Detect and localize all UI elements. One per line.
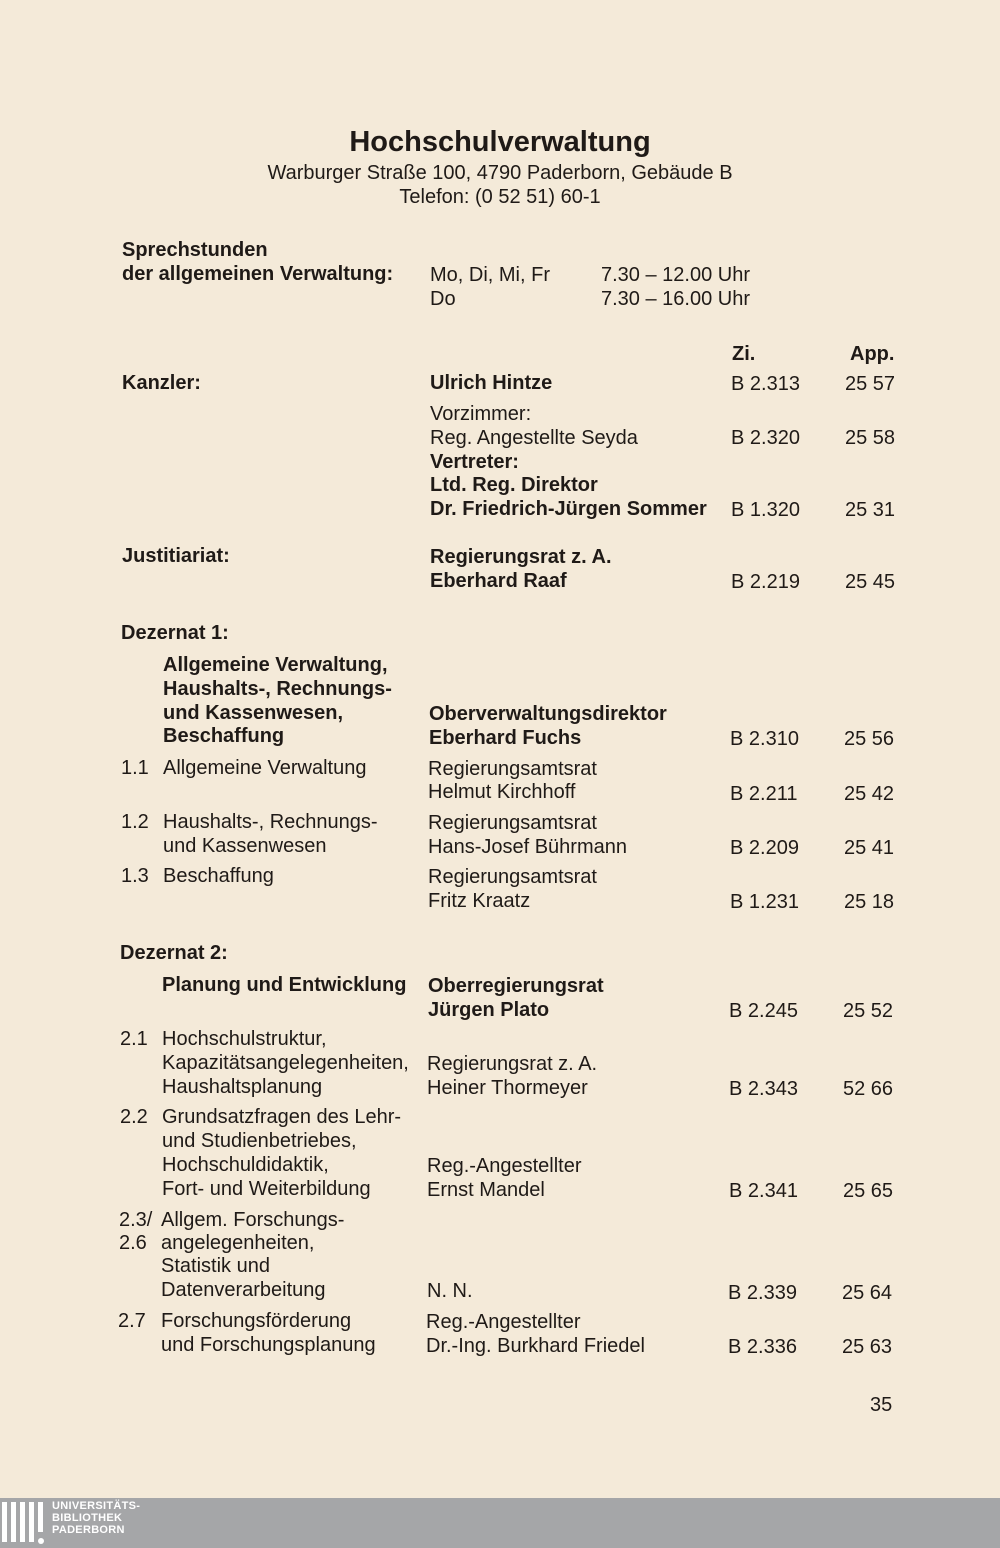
s22-desc-1: Grundsatzfragen des Lehr- xyxy=(162,1106,402,1128)
s12-ext: 25 41 xyxy=(844,837,895,859)
s21-name: Heiner Thormeyer xyxy=(427,1077,588,1099)
s22-title: Reg.-Angestellter xyxy=(427,1155,582,1177)
s22-name: Ernst Mandel xyxy=(427,1179,545,1201)
s21-room: B 2.343 xyxy=(729,1078,798,1100)
s22-desc-4: Fort- und Weiterbildung xyxy=(162,1178,371,1200)
s27-title: Reg.-Angestellter xyxy=(426,1311,581,1333)
s23-desc-1: Allgem. Forschungs- xyxy=(161,1209,345,1231)
dezernat1-head-room: B 2.310 xyxy=(730,728,799,750)
dezernat1-desc-1: Allgemeine Verwaltung, xyxy=(163,654,388,676)
s12-desc-2: und Kassenwesen xyxy=(163,835,327,857)
s23-name: N. N. xyxy=(427,1280,473,1302)
s27-name: Dr.-Ing. Burkhard Friedel xyxy=(426,1335,645,1357)
logo-line-1: UNIVERSITÄTS- xyxy=(52,1500,141,1512)
dezernat2-desc: Planung und Entwicklung xyxy=(162,974,407,996)
footer-bar xyxy=(0,1498,1000,1548)
s23-number-1: 2.3/ xyxy=(119,1209,153,1231)
vertreter-label: Vertreter: xyxy=(430,451,519,473)
logo-line-3: PADERBORN xyxy=(52,1524,125,1536)
library-logo-icon xyxy=(2,1502,46,1542)
s13-room: B 1.231 xyxy=(730,891,799,913)
justitiariat-name: Eberhard Raaf xyxy=(430,570,567,592)
library-logo-text xyxy=(52,1500,140,1536)
vertreter-name: Dr. Friedrich-Jürgen Sommer xyxy=(430,498,707,520)
kanzler-name: Ulrich Hintze xyxy=(430,372,553,394)
vertreter-ext: 25 31 xyxy=(845,499,896,521)
dezernat1-head-ext: 25 56 xyxy=(844,728,895,750)
s21-desc-2: Kapazitätsangelegenheiten, xyxy=(162,1052,409,1074)
kanzler-label: Kanzler: xyxy=(122,372,201,394)
phone: Telefon: (0 52 51) 60-1 xyxy=(399,186,601,208)
s22-number: 2.2 xyxy=(120,1106,148,1128)
s21-number: 2.1 xyxy=(120,1028,148,1050)
address: Warburger Straße 100, 4790 Paderborn, Gebäude B xyxy=(267,162,733,184)
s23-desc-2: angelegenheiten, xyxy=(161,1232,315,1254)
s21-desc-3: Haushaltsplanung xyxy=(162,1076,323,1098)
s23-room: B 2.339 xyxy=(728,1282,797,1304)
kanzler-ext: 25 57 xyxy=(845,373,896,395)
s11-ext: 25 42 xyxy=(844,783,895,805)
column-header-ext: App. xyxy=(850,343,895,365)
dezernat1-label: Dezernat 1: xyxy=(121,622,229,644)
s22-desc-2: und Studienbetriebes, xyxy=(162,1130,357,1152)
s12-number: 1.2 xyxy=(121,811,149,833)
s12-desc-1: Haushalts-, Rechnungs- xyxy=(163,811,378,833)
s13-name: Fritz Kraatz xyxy=(428,890,531,912)
s11-desc: Allgemeine Verwaltung xyxy=(163,757,367,779)
hours-days-1: Mo, Di, Mi, Fr xyxy=(430,264,550,286)
dezernat2-head-title: Oberregierungsrat xyxy=(428,975,604,997)
s23-desc-4: Datenverarbeitung xyxy=(161,1279,326,1301)
s21-ext: 52 66 xyxy=(843,1078,894,1100)
hours-time-1: 7.30 – 12.00 Uhr xyxy=(601,264,750,286)
vorzimmer-room: B 2.320 xyxy=(731,427,800,449)
dezernat2-head-name: Jürgen Plato xyxy=(428,999,550,1021)
page-number: 35 xyxy=(870,1394,893,1416)
dezernat1-desc-4: Beschaffung xyxy=(163,725,285,747)
vertreter-title: Ltd. Reg. Direktor xyxy=(430,474,598,496)
s27-desc-1: Forschungsförderung xyxy=(161,1310,352,1332)
dezernat1-head-name: Eberhard Fuchs xyxy=(429,727,582,749)
s22-room: B 2.341 xyxy=(729,1180,798,1202)
dezernat1-head-title: Oberverwaltungsdirektor xyxy=(429,703,667,725)
s13-ext: 25 18 xyxy=(844,891,895,913)
s27-number: 2.7 xyxy=(118,1310,146,1332)
s27-room: B 2.336 xyxy=(728,1336,797,1358)
s23-number-2: 2.6 xyxy=(119,1232,147,1254)
s12-title: Regierungsamtsrat xyxy=(428,812,597,834)
s12-room: B 2.209 xyxy=(730,837,799,859)
dezernat1-desc-3: und Kassenwesen, xyxy=(163,702,344,724)
justitiariat-ext: 25 45 xyxy=(845,571,896,593)
s27-desc-2: und Forschungsplanung xyxy=(161,1334,376,1356)
s13-desc: Beschaffung xyxy=(163,865,274,887)
vorzimmer-ext: 25 58 xyxy=(845,427,896,449)
column-header-room: Zi. xyxy=(732,343,756,365)
s21-title: Regierungsrat z. A. xyxy=(427,1053,598,1075)
s11-room: B 2.211 xyxy=(730,783,798,805)
s22-desc-3: Hochschuldidaktik, xyxy=(162,1154,329,1176)
hours-days-2: Do xyxy=(430,288,456,310)
s23-desc-3: Statistik und xyxy=(161,1255,270,1277)
justitiariat-label: Justitiariat: xyxy=(122,545,230,567)
dezernat2-label: Dezernat 2: xyxy=(120,942,228,964)
s13-title: Regierungsamtsrat xyxy=(428,866,597,888)
logo-line-2: BIBLIOTHEK xyxy=(52,1512,123,1524)
vorzimmer-name: Reg. Angestellte Seyda xyxy=(430,427,638,449)
s11-name: Helmut Kirchhoff xyxy=(428,781,576,803)
s21-desc-1: Hochschulstruktur, xyxy=(162,1028,327,1050)
dezernat2-head-room: B 2.245 xyxy=(729,1000,798,1022)
hours-label-1: Sprechstunden xyxy=(122,239,268,261)
justitiariat-title: Regierungsrat z. A. xyxy=(430,546,612,568)
vertreter-room: B 1.320 xyxy=(731,499,800,521)
dezernat1-desc-2: Haushalts-, Rechnungs- xyxy=(163,678,392,700)
s12-name: Hans-Josef Bührmann xyxy=(428,836,627,858)
vorzimmer-label: Vorzimmer: xyxy=(430,403,532,425)
s23-ext: 25 64 xyxy=(842,1282,893,1304)
s13-number: 1.3 xyxy=(121,865,149,887)
s11-number: 1.1 xyxy=(121,757,149,779)
s22-ext: 25 65 xyxy=(843,1180,894,1202)
hours-label-2: der allgemeinen Verwaltung: xyxy=(122,263,394,285)
dezernat2-head-ext: 25 52 xyxy=(843,1000,894,1022)
hours-time-2: 7.30 – 16.00 Uhr xyxy=(601,288,750,310)
s11-title: Regierungsamtsrat xyxy=(428,758,597,780)
s27-ext: 25 63 xyxy=(842,1336,893,1358)
justitiariat-room: B 2.219 xyxy=(731,571,800,593)
page-title: Hochschulverwaltung xyxy=(349,126,651,158)
kanzler-room: B 2.313 xyxy=(731,373,800,395)
